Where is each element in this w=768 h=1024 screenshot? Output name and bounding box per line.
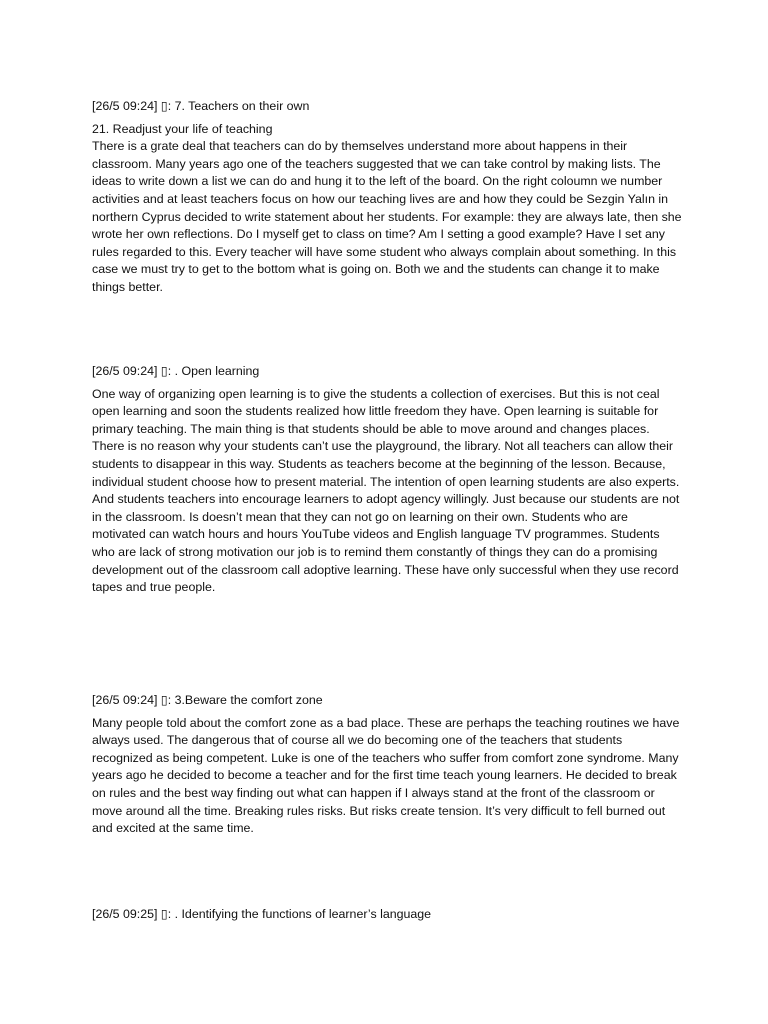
message-header: [26/5 09:25] ▯: . Identifying the functions of learner’s language — [92, 907, 432, 921]
chat-message — [92, 692, 684, 838]
message-header: [26/5 09:24] ▯: 3.Beware the comfort zone — [92, 693, 323, 707]
chat-message — [92, 906, 684, 924]
message-body — [92, 121, 684, 297]
chat-message — [92, 98, 684, 297]
chat-message — [92, 363, 684, 597]
message-header: [26/5 09:24] ▯: 7. Teachers on their own — [92, 99, 310, 113]
message-body — [92, 386, 684, 597]
message-header: [26/5 09:24] ▯: . Open learning — [92, 364, 260, 378]
body-paragraph: Many people told about the comfort zone as a bad place. These are perhaps the teaching routines we have always used. The dangerous that of course all we do becoming one of the teachers that students recognized as being competent. Luke is one of the teachers who suffer from comfort zone syndrome. Many years ago he decided to become a teacher and for the first time teach young learners. He decided to break on rules and the best way finding out what can happen if I always stand at the front of the classroom or move around all the time. Breaking rules risks. But risks create tension. It’s very difficult to fell burned out and excited at the same time. — [92, 715, 680, 836]
message-body — [92, 715, 684, 838]
section-subtitle: 21. Readjust your life of teaching — [92, 121, 273, 136]
body-paragraph: One way of organizing open learning is to give the students a collection of exercises. But this is not ceal open learning and soon the students realized how little freedom they have. Open learning is suitable for primary teaching. The main thing is that students should be able to move around and changes places. There is no reason why your students can’t use the playground, the library. Not all teachers can allow their students to disappear in this way. Students as teachers become at the beginning of the lesson. Because, individual student choose how to present material. The intention of open learning students are also experts. And students teachers into encourage learners to adopt agency willingly. Just because our students are not in the classroom. Is doesn’t mean that they can not go on learning on their own. Students who are motivated can watch hours and hours YouTube videos and English language TV programmes. Students who are lack of strong motivation our job is to remind them constantly of things they can do a promising development out of the classroom call adoptive learning. These have only successful when they use record tapes and true people. — [92, 386, 680, 595]
body-paragraph: There is a grate deal that teachers can do by themselves understand more about happens in their classroom. Many years ago one of the teachers suggested that we can take control by making lists. The ideas to write down a list we can do and hung it to the left of the board. On the right coloumn we number activities and at least teachers focus on how our teaching lives are and how they could be Sezgin Yalın in northern Cyprus decided to write statement about her students. For example: they are always late, then she wrote her own reflections. Do I myself get to class on time? Am I setting a good example? Have I set any rules regarded to this. Every teacher will have some student who always complain about something. In this case we must try to get to the bottom what is going on. Both we and the students can change it to make things better. — [92, 139, 682, 294]
